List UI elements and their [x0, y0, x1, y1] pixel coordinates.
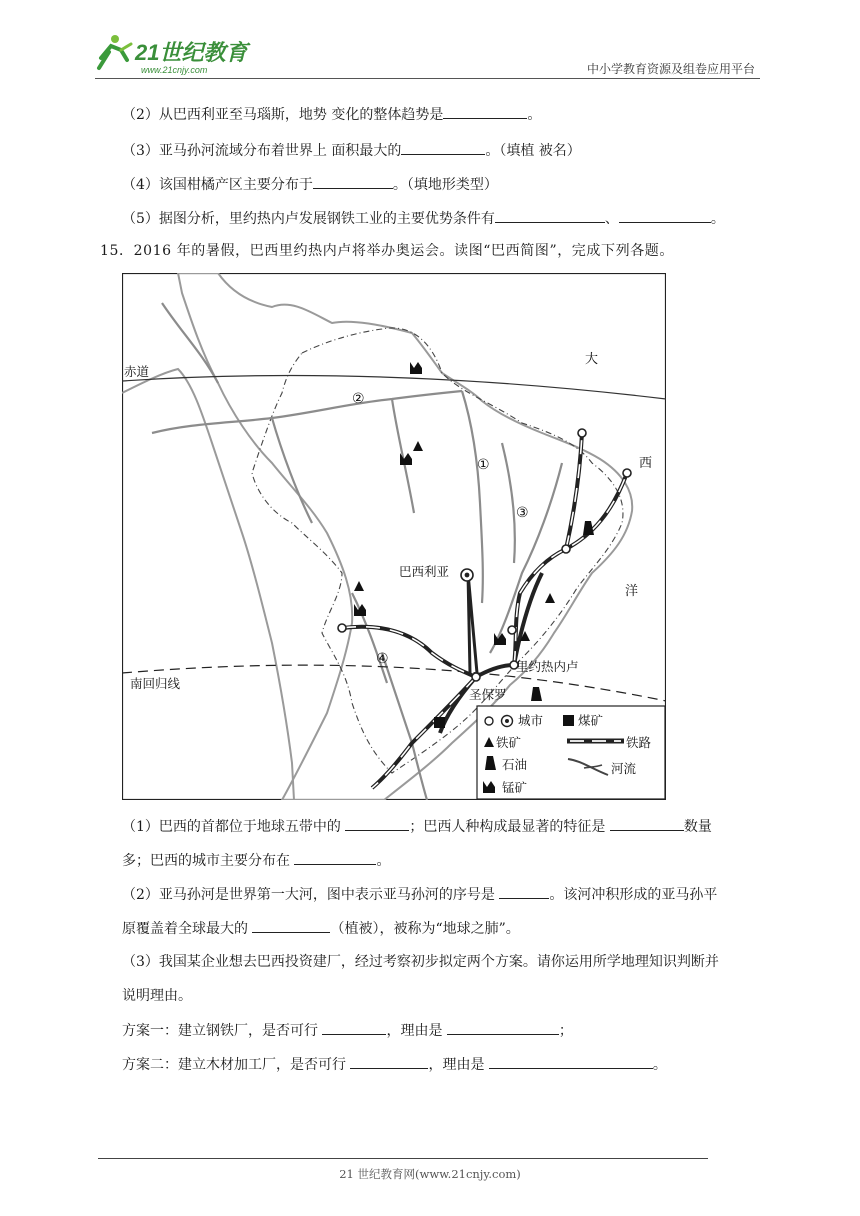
- legend-river: 河流: [611, 761, 637, 776]
- answer-blank[interactable]: [447, 1020, 559, 1035]
- answer-blank[interactable]: [313, 174, 393, 189]
- site-logo: [95, 30, 265, 78]
- answer-blank[interactable]: [350, 1054, 428, 1069]
- svg-text:21世纪教育: 21世纪教育: [135, 40, 248, 65]
- q14-part5-sep: 、: [604, 211, 619, 227]
- svg-text:www.21cnjy.com: www.21cnjy.com: [141, 65, 208, 75]
- river-label-2: ②: [352, 391, 365, 407]
- q15-part2-line2: [122, 918, 520, 939]
- map-legend: [477, 706, 665, 799]
- tropic-label: 南回归线: [130, 676, 181, 691]
- ocean-label-3: 洋: [625, 584, 639, 599]
- footer-divider: [98, 1158, 708, 1159]
- header-divider: [95, 78, 760, 79]
- legend-coal: 煤矿: [578, 713, 604, 728]
- q15-part2-line1: [122, 884, 717, 905]
- q15-part1-text4: 多；巴西的城市主要分布在: [122, 853, 290, 869]
- legend-manganese: 锰矿: [502, 780, 528, 795]
- river-label-1: ①: [477, 457, 490, 473]
- legend-oil: 石油: [502, 757, 528, 772]
- q15-part2-text2: 。该河冲积形成的亚马孙平: [549, 887, 718, 903]
- plan2-end: 。: [652, 1057, 667, 1073]
- q15-part3-line1: （3）我国某企业想去巴西投资建厂，经过考察初步拟定两个方案。请你运用所学地理知识判断并: [122, 954, 719, 970]
- q15-part1-text: （1）巴西的首都位于地球五带中的: [122, 819, 341, 835]
- q15-plan1: [122, 1020, 573, 1041]
- q14-part2: [122, 104, 541, 125]
- legend-iron: 铁矿: [496, 735, 522, 750]
- q15-part2-text4: （植被），被称为“地球之肺”。: [330, 921, 520, 937]
- q14-part4-end: 。（填地形类型）: [392, 177, 498, 193]
- answer-blank[interactable]: [252, 918, 330, 933]
- answer-blank[interactable]: [345, 816, 409, 831]
- city-label-rio: 里约热内卢: [516, 659, 579, 674]
- answer-blank[interactable]: [499, 884, 549, 899]
- platform-name: 中小学教育资源及组卷应用平台: [586, 62, 755, 76]
- ocean-label-2: 西: [639, 456, 653, 471]
- page-header: [95, 30, 760, 78]
- plan2-text: 方案二：建立木材加工厂，是否可行: [122, 1057, 346, 1073]
- plan1-end: ；: [558, 1023, 573, 1039]
- city-label-saopaulo: 圣保罗: [469, 687, 507, 702]
- q15-part1-line1: [122, 816, 712, 837]
- answer-blank[interactable]: [401, 140, 485, 155]
- q14-part5-text: （5）据图分析，里约热内卢发展钢铁工业的主要优势条件有: [122, 211, 495, 227]
- plan2-text2: ，理由是: [428, 1057, 485, 1073]
- q14-part2-end: 。: [527, 107, 542, 123]
- answer-blank[interactable]: [495, 208, 605, 223]
- q15-part1-text2: ；巴西人种构成最显著的特征是: [409, 819, 606, 835]
- q15-part2-text3: 原覆盖着全球最大的: [122, 921, 248, 937]
- brazil-map: [122, 273, 666, 800]
- q15-part1-text3: 数量: [683, 819, 712, 835]
- plan1-text: 方案一：建立钢铁厂，是否可行: [122, 1023, 318, 1039]
- q15-part2-text: （2）亚马孙河是世界第一大河，图中表示亚马孙河的序号是: [122, 887, 495, 903]
- answer-blank[interactable]: [294, 850, 376, 865]
- q14-part4-text: （4）该国柑橘产区主要分布于: [122, 177, 313, 193]
- river-label-3: ③: [516, 505, 529, 521]
- equator-label: 赤道: [124, 364, 150, 379]
- q14-part4: [122, 174, 498, 195]
- legend-railway: 铁路: [626, 735, 652, 750]
- ocean-label-1: 大: [585, 352, 599, 367]
- q14-part3-text: （3）亚马孙河流域分布着世界上 面积最大的: [122, 143, 402, 159]
- q14-part5-end: 。: [710, 211, 725, 227]
- page-footer: 21 世纪教育网(www.21cnjy.com): [339, 1167, 521, 1181]
- answer-blank[interactable]: [610, 816, 684, 831]
- answer-blank[interactable]: [489, 1054, 653, 1069]
- q15-plan2: [122, 1054, 667, 1075]
- q14-part3-end: 。（填植 被名）: [485, 143, 581, 159]
- city-label-brasilia: 巴西利亚: [399, 564, 450, 579]
- answer-blank[interactable]: [322, 1020, 386, 1035]
- q15-part1-line2: [122, 850, 390, 871]
- river-label-4: ④: [376, 651, 389, 667]
- q14-part5: [122, 208, 725, 229]
- runner-icon: [99, 35, 131, 68]
- q15-part3-line2: 说明理由。: [122, 988, 192, 1004]
- q14-part3: [122, 140, 581, 161]
- q15-part1-end: 。: [376, 853, 391, 869]
- legend-city: 城市: [518, 713, 544, 728]
- plan1-text2: ，理由是: [386, 1023, 443, 1039]
- q15-intro: 15．2016 年的暑假，巴西里约热内卢将举办奥运会。读图“巴西简图”，完成下列各题。: [100, 243, 675, 259]
- answer-blank[interactable]: [619, 208, 711, 223]
- q14-part2-text: （2）从巴西利亚至马瑙斯，地势 变化的整体趋势是: [122, 107, 444, 123]
- answer-blank[interactable]: [443, 104, 527, 119]
